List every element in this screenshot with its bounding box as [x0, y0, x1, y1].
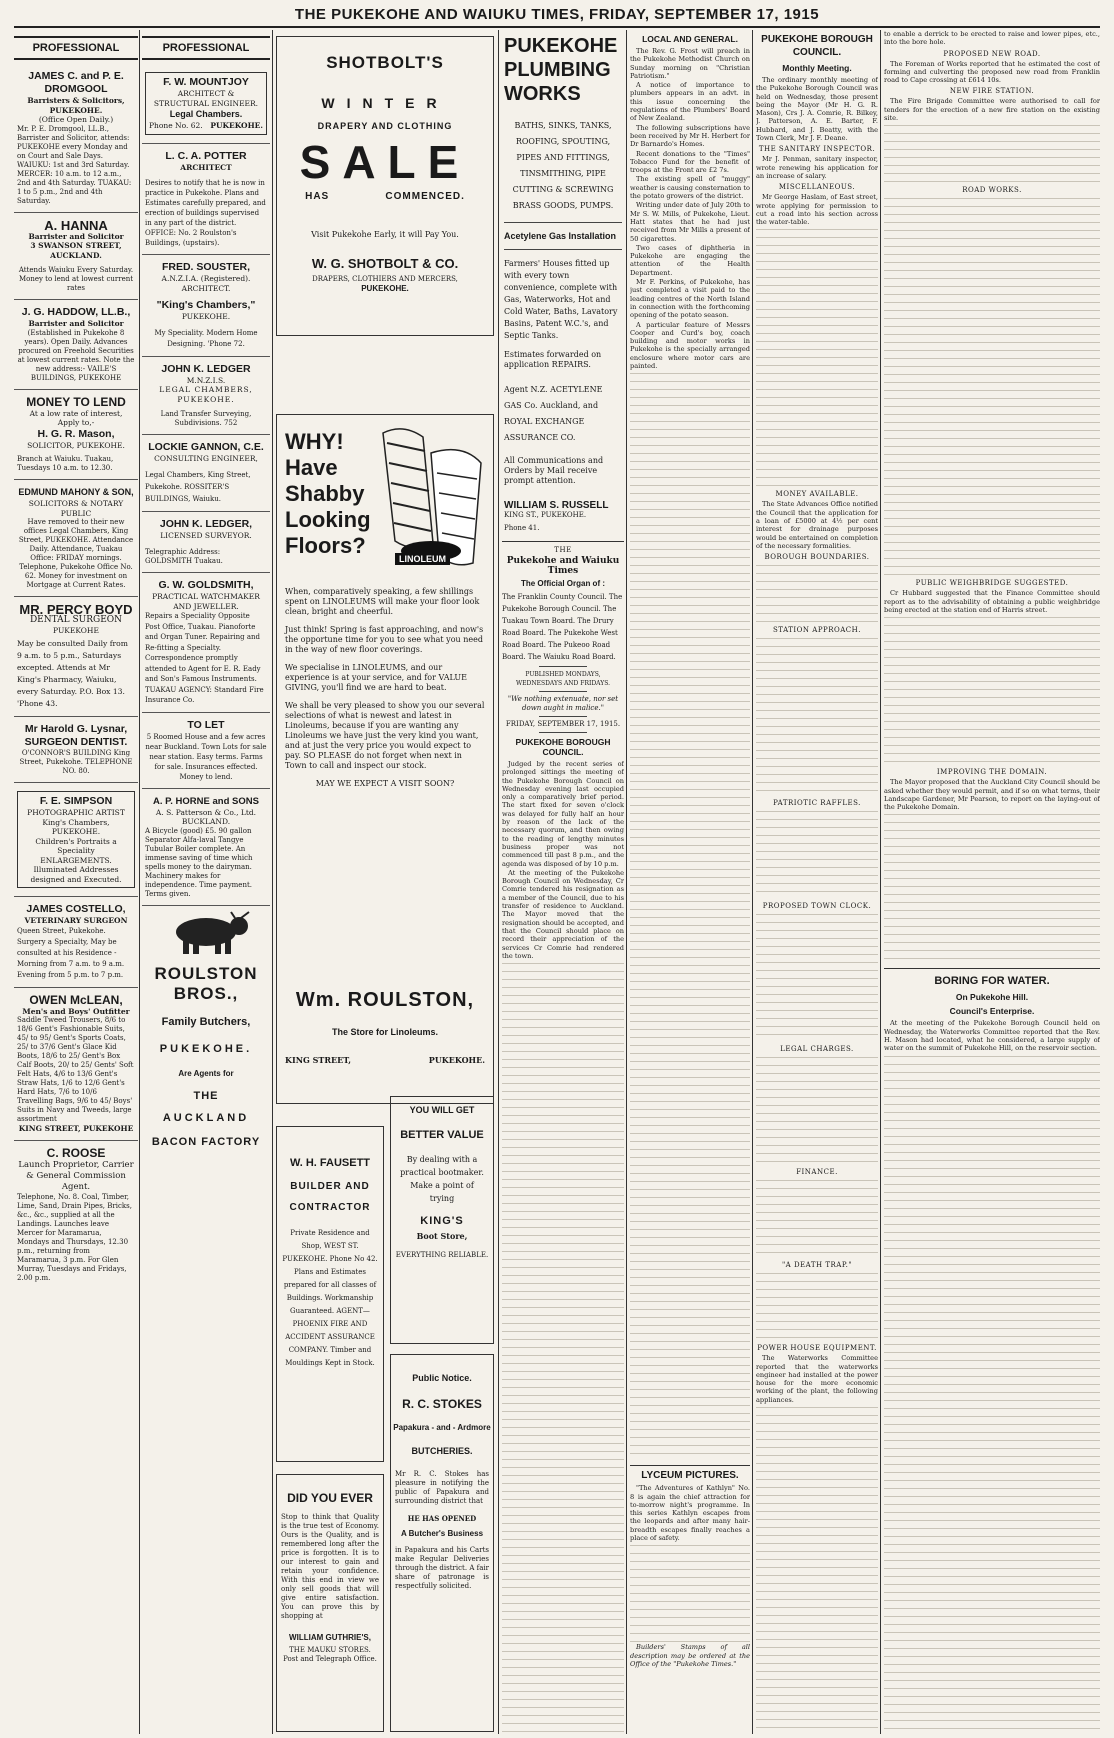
ad-potter — [142, 144, 270, 256]
ad-body: (Established in Pukekohe 8 years). Open Daily. Advances procured on Freehold Securities at lowest current rates. Note the new address:- VAILE'S BUILDINGS, PUKEKOHE — [17, 328, 135, 382]
article-heading: PUKEKOHE BOROUGH COUNCIL. — [761, 34, 873, 58]
ad-title: PLUMBING — [504, 59, 611, 81]
article-subheading: Council's Enterprise. — [949, 1006, 1035, 1017]
ad-agents: Are Agents for — [178, 1068, 234, 1078]
ad-town: PUKEKOHE. — [159, 1042, 253, 1055]
ad-mclean — [14, 988, 138, 1141]
ad-role: SOLICITOR, PUKEKOHE. — [27, 440, 125, 450]
ad-title: WORKS — [504, 83, 581, 105]
ad-auckland: AUCKLAND — [162, 1112, 250, 1124]
ad-body: Children's Portraits a Speciality ENLARGEMENTS. Illuminated Addresses designed and Executed. — [30, 836, 122, 884]
ad-did-you-ever — [276, 1474, 384, 1732]
ad-agent: Agent N.Z. ACETYLENE GAS Co. Auckland, and ROYAL EXCHANGE ASSURANCE CO. — [504, 385, 603, 442]
ad-subtitle: SURGEON DENTIST. — [24, 736, 128, 748]
article-paragraph: Writing under date of July 20th to Mr S. W. Mills, of Pukekohe, Lieut. Hatt states that he had just received from Mr Mills a present of 50 cigarettes. — [630, 201, 750, 243]
column-borough-council — [756, 30, 878, 1734]
ad-title: MONEY TO LEND — [26, 394, 126, 409]
ad-title: OWEN McLEAN, — [29, 992, 123, 1007]
lino-store: The Store for Linoleums. — [331, 1027, 438, 1037]
ad-body: Farmers' Houses fitted up with every town convenience, complete with Gas, Waterworks, Hot and Cold Water, Baths, Lavatory Basins, Patent W.C.'s, and Septic Tanks. — [504, 259, 618, 340]
ad-body: Mr R. C. Stokes has pleasure in notifying the public of Papakura and surrounding district that — [395, 1470, 489, 1505]
ad-tail: in Papakura and his Carts make Regular Deliveries through the district. A fair share of patronage is respectfully solicited. — [395, 1546, 489, 1590]
article-paragraph: The ordinary monthly meeting of the Pukekohe Borough Council was held on Wednesday, those present being the Mayor (Mr H. G. R. Mason), Crs J. A. Comrie, R. Bilkey, J. Patterson, A. E. Barter, F. Hubbard, and J. Beatty, with the Town Clerk, Mr J. F. Deane. — [756, 76, 878, 143]
bull-illustration — [142, 906, 270, 958]
column-rule — [498, 30, 499, 1734]
article-paragraph: The following subscriptions have been received by Mr H. Herbert for Dr Barnardo's Homes. — [630, 123, 750, 149]
article-paragraph: "The Adventures of Kathlyn" No. 8 is again the chief attraction for to-morrow night's programme. In this series Kathlyn escapes from the leopards and after many hair-breadth escapes finally reaches a place of safety. — [630, 1484, 750, 1543]
body-text-lines — [884, 812, 1100, 962]
ad-dromgool — [14, 64, 138, 213]
issue-date: FRIDAY, SEPTEMBER 17, 1915. — [505, 720, 621, 728]
ad-title: Public Notice. — [412, 1373, 472, 1383]
ad-winter: WINTER — [321, 95, 449, 111]
ad-roulston-bros — [142, 958, 270, 1155]
ad-bacon-factory: BACON FACTORY — [151, 1136, 261, 1148]
article-paragraph: The State Advances Office notified the Council that the application for a loan of £5000 at 4½ per cent interest for drainage purposes would be entertained on completion of the necessary formalities. — [756, 500, 878, 550]
lino-shabby: Shabby — [285, 481, 365, 506]
ad-title: C. ROOSE — [46, 1145, 106, 1160]
ad-subtitle: Family Butchers, — [161, 1015, 251, 1028]
article-paragraph: Recent donations to the "Times" Tobacco Fund for the benefit of troops at the Front are £2 7s. — [630, 149, 750, 175]
ad-has: HAS — [305, 191, 330, 202]
column-rule — [139, 30, 140, 1734]
section-subheading: POWER HOUSE EQUIPMENT. — [757, 1344, 877, 1353]
section-subheading: PUBLIC WEIGHBRIDGE SUGGESTED. — [915, 579, 1069, 588]
ad-trade: DRAPERS, CLOTHIERS AND MERCERS, — [312, 275, 458, 283]
body-text-lines — [756, 1271, 878, 1341]
ad-communications: All Communications and Orders by Mail receive prompt attention. — [504, 456, 604, 485]
ad-body: Land Transfer Surveying, Subdivisions. 752 — [160, 410, 252, 427]
section-heading: PROFESSIONAL — [142, 36, 270, 60]
article-subheading: Monthly Meeting. — [782, 63, 852, 73]
article-paragraph: The Waterworks Committee reported that the waterworks engineer had installed at the power house for the more economic working of the plant, the following appliances. — [756, 1354, 878, 1404]
article-paragraph: A particular feature of Messrs Cooper and Curd's boy, coach building and motor works in Pukekohe is the specially arranged enclosure where motor cars are painted. — [630, 320, 750, 370]
ad-subtitle: M.N.Z.I.S. — [186, 375, 226, 385]
ad-estimates: Estimates forwarded on application REPAIRS. — [504, 350, 602, 369]
ad-reliable: EVERYTHING RELIABLE. — [395, 1251, 489, 1259]
ad-mountjoy — [142, 64, 270, 144]
column-local-and-general — [630, 30, 750, 1734]
body-text-lines — [630, 1543, 750, 1643]
ad-simpson — [14, 783, 138, 897]
body-text-lines — [884, 123, 1100, 183]
ad-fausett-builder — [276, 1126, 384, 1462]
ad-firm: W. G. SHOTBOLT & CO. — [311, 256, 459, 271]
ad-tail: Post and Telegraph Office. — [283, 1655, 377, 1663]
body-text-lines — [756, 1405, 878, 1734]
article-paragraph: Mr George Haslam, of East street, wrote applying for permission to cut a road into his section across the water-table. — [756, 193, 878, 227]
lino-street: KING STREET, — [285, 1055, 352, 1065]
ad-souster — [142, 255, 270, 357]
motto: "We nothing extenuate, nor set down aught in malice." — [507, 695, 619, 712]
article-heading: BORING FOR WATER. — [934, 975, 1050, 988]
body-text-lines — [756, 227, 878, 487]
ad-body: Repairs a Speciality Opposite Post Office, Tuakau. Pianoforte and Organ Tuner. Repairing and Re-fitting a Specialty. Correspondence promptly attended to Agent for E. R. Eady and Son's Famous Instruments. TUAKAU AGENCY: Standard Fire Insurance Co. — [145, 612, 264, 704]
ad-location: LEGAL CHAMBERS, PUKEKOHE. — [159, 385, 253, 404]
article-heading: PUKEKOHE BOROUGH COUNCIL. — [515, 737, 611, 757]
column-display-ads — [276, 30, 496, 1734]
article-paragraph: Builders' Stamps of all description may be ordered at the Office of the "Pukekohe Times." — [630, 1643, 750, 1668]
ad-subtitle: Men's and Boys' Outfitter — [22, 1006, 130, 1016]
section-heading: PROFESSIONAL — [14, 36, 138, 60]
official-organ-list: The Franklin County Council. The Pukekohe Borough Council. The Tuakau Town Board. The Drury Road Board. The Pukekohe West Road Board. The Pukeoo Road Board. The Waiuku Road Board. — [502, 593, 623, 661]
body-text-lines — [756, 1055, 878, 1165]
masthead: THE PUKEKOHE AND WAIUKU TIMES, FRIDAY, SEPTEMBER 17, 1915 — [14, 4, 1100, 28]
section-subheading: MONEY AVAILABLE. — [775, 490, 859, 499]
ad-subtitle: BETTER VALUE — [400, 1129, 484, 1141]
paper-the: THE — [554, 546, 572, 554]
ad-location: Legal Chambers. — [169, 109, 243, 119]
article-heading: LOCAL AND GENERAL. — [642, 34, 738, 44]
ad-phone: Phone 41. — [504, 524, 540, 532]
section-subheading: ROAD WORKS. — [962, 186, 1022, 195]
lino-why: WHY! — [285, 429, 344, 454]
ad-body: Telephone, No. 8. Coal, Timber, Lime, Sand, Drain Pipes, Bricks, &c., &c., supplied at all the Landings. Launches leave Mercer for Maramarua, Mondays and Thursdays, 12.30 p.m., returning from Maramarua, 3 p.m. For Glen Murray, Tuesdays and Fridays, 2.00 p.m. — [17, 1192, 132, 1282]
ad-body: Telegraphic Address: GOLDSMITH Tuakau. — [145, 548, 223, 565]
ad-body: My Speciality. Modern Home Designing. 'Phone 72. — [154, 328, 258, 348]
ad-title: YOU WILL GET — [409, 1105, 475, 1115]
ad-acetylene: Acetylene Gas Installation — [504, 231, 617, 241]
section-subheading: FINANCE. — [796, 1168, 838, 1177]
body-text-lines — [884, 1054, 1100, 1734]
ad-subtitle: LICENSED SURVEYOR. — [160, 530, 252, 540]
ad-firm: WILLIAM GUTHRIE'S, — [289, 1633, 371, 1642]
ad-title: JAMES C. and P. E. DROMGOOL — [28, 70, 124, 95]
ad-body: May be consulted Daily from 9 a.m. to 5 p.m., Saturdays excepted. Attends at Mr King's Pharmacy, Waiuku, every Saturday. P.O. Box 13. 'Phone 43. — [17, 639, 128, 708]
publication-days: PUBLISHED MONDAYS, WEDNESDAYS AND FRIDAYS. — [516, 671, 610, 687]
section-subheading: PROPOSED TOWN CLOCK. — [762, 902, 872, 911]
lino-closing: MAY WE EXPECT A VISIT SOON? — [315, 779, 455, 788]
ad-title: FRED. SOUSTER, — [161, 261, 251, 273]
ad-title: EDMUND MAHONY & SON, — [18, 487, 134, 497]
ad-the: THE — [193, 1090, 219, 1102]
ad-title: A. HANNA — [44, 217, 108, 233]
ad-subtitle: A.N.Z.I.A. (Registered). ARCHITECT. — [161, 274, 251, 293]
ad-title: JAMES COSTELLO, — [26, 903, 126, 915]
lino-have: Have — [285, 455, 338, 480]
ad-body: Attends Waiuku Every Saturday. Money to lend at lowest current rates — [18, 266, 134, 292]
ad-ledger-2 — [142, 512, 270, 574]
ad-trades: BATHS, SINKS, TANKS, ROOFING, SPOUTING, PIPES AND FITTINGS, TINSMITHING, PIPE CUTTING & SCREWING BRASS GOODS, PUMPS. — [512, 121, 614, 210]
ad-title: ROULSTON BROS., — [154, 963, 258, 1003]
ad-phone: Phone No. 62. — [149, 121, 203, 130]
ad-subtitle: CONSULTING ENGINEER, — [154, 454, 258, 463]
lino-looking: Looking — [285, 507, 371, 532]
ad-subtitle: ARCHITECT — [180, 162, 232, 172]
ad-subtitle: CONTRACTOR — [289, 1202, 371, 1213]
article-paragraph: The Fire Brigade Committee were authorised to call for tenders for the erection of a new fire station on the existing site. — [884, 97, 1100, 123]
ad-title: DID YOU EVER — [287, 1491, 373, 1505]
ad-name: H. G. R. Mason, — [37, 427, 115, 440]
ad-haddow — [14, 300, 138, 390]
ad-lockie-gannon — [142, 435, 270, 512]
body-text-lines — [756, 1178, 878, 1258]
ad-town: PUKEKOHE. — [181, 312, 231, 321]
ad-subtitle: Papakura - and - Ardmore — [393, 1423, 491, 1432]
column-professional-2 — [142, 30, 270, 1734]
ad-drapery: DRAPERY AND CLOTHING — [317, 121, 453, 131]
ad-body: Stop to think that Quality is the true test of Economy. Ours is the Quality, and is remembered long after the price is forgotten. It is to our interest to gain and retain your confidence. With this end in view we only sell goods that will give entire satisfaction. You can prove this by shopping at — [281, 1513, 379, 1620]
ad-body: Desires to notify that he is now in practice in Pukekohe. Plans and Estimates carefully prepared, and erection of buildings supervised in any part of the district. OFFICE: No. 2 Roulston's Buildings, (upstairs). — [145, 179, 266, 247]
ad-subtitle: BUILDER AND — [290, 1181, 370, 1192]
lino-firm: Wm. ROULSTON, — [295, 989, 475, 1011]
ad-subtitle: VETERINARY SURGEON — [24, 916, 128, 925]
ad-proprietor: WILLIAM S. RUSSELL — [504, 500, 609, 511]
ad-costello — [14, 897, 138, 988]
ad-kings: KING'S — [420, 1215, 464, 1227]
column-rule — [272, 30, 273, 1734]
article-paragraph: Mr F. Perkins, of Pukekohe, has just completed a visit paid to the leading centres of the North Island in connection with the forthcoming opening of the potato season. — [630, 278, 750, 320]
ad-title: TO LET — [187, 718, 225, 731]
ad-chambers: "King's Chambers," — [156, 299, 256, 311]
section-subheading: "A DEATH TRAP." — [781, 1261, 853, 1270]
article-paragraph: The existing spell of "muggy" weather is causing consternation to the potato growers of the district. — [630, 175, 750, 201]
ad-subtitle: Barrister and Solicitor — [28, 231, 124, 241]
ad-title: J. G. HADDOW, LL.B., — [21, 306, 131, 318]
article-paragraph: The Foreman of Works reported that he estimated the cost of forming and culverting the proposed new road from Franklin road to Cape crossing at £614 10s. — [884, 59, 1100, 85]
section-subheading: STATION APPROACH. — [772, 626, 861, 635]
article-paragraph: The Rev. G. Frost will preach in the Pukekohe Methodist Church on Sunday morning on "Christian Patriotism." — [630, 47, 750, 80]
ad-roulston-linoleum — [276, 414, 494, 1104]
column-council-continued — [884, 30, 1100, 1734]
ad-body: Saddle Tweed Trousers, 8/6 to 18/6 Gent's Fashionable Suits, 45/ to 95/ Gent's Sports Coats, 25/ to 37/6 Gent's Glace Kid Boots, 18/6 to 25/ Gent's Box Calf Boots, 20/ to 25/ Gents' Soft Felt Hats, 4/6 to 13/6 Gent's Straw Hats, 1/6 to 12/6 Gent's Hard Hats, 7/6 to 10/6 Travelling Bags, 9/6 to 45/ Boys' Suits in Navy and Tweeds, large assortment — [17, 1016, 134, 1123]
linoleum-label: LINOLEUM — [395, 553, 450, 565]
column-professional-1 — [14, 30, 138, 1734]
ad-sale: SALE — [299, 136, 471, 188]
ad-address: KING ST., PUKEKOHE. — [504, 511, 587, 519]
ad-title: A. P. HORNE and SONS — [153, 795, 259, 807]
article-paragraph: At the meeting of the Pukekohe Borough Council held on Wednesday, the Waterworks Committee reported that the Rev. H. Mason had located, what he considered, a large supply of water on the summit of Pukekohe Hill, on the reservoir section. — [884, 1019, 1100, 1053]
article-paragraph: Two cases of diphtheria in Pukekohe are engaging the attention of the Health Department. — [630, 243, 750, 277]
body-text-lines — [756, 563, 878, 623]
body-text-lines — [502, 961, 624, 1734]
ad-subtitle: PHOTOGRAPHIC ARTIST King's Chambers, PUKEKOHE. — [27, 808, 125, 836]
linoleum-roll-illustration — [373, 423, 491, 571]
body-text-lines — [884, 196, 1100, 576]
ad-subtitle: PRACTICAL WATCHMAKER AND JEWELLER. — [152, 592, 260, 611]
article-paragraph: Mr J. Penman, sanitary inspector, wrote renewing his application for an increase of salary. — [756, 155, 878, 180]
column-rule — [626, 30, 627, 1734]
body-text-lines — [630, 371, 750, 1461]
section-subheading: IMPROVING THE DOMAIN. — [936, 768, 1048, 777]
section-subheading: BOROUGH BOUNDARIES. — [764, 553, 870, 562]
ad-title: L. C. A. POTTER — [165, 149, 247, 162]
ad-title: SHOTBOLT'S — [326, 53, 444, 72]
lino-town: PUKEKOHE. — [428, 1055, 485, 1065]
article-paragraph: to enable a derrick to be erected to raise and lower pipes, etc., into the bore hole. — [884, 30, 1100, 47]
ad-subtitle: SOLICITORS & NOTARY PUBLIC — [28, 499, 124, 518]
section-subheading: NEW FIRE STATION. — [949, 87, 1035, 96]
lino-paragraph: When, comparatively speaking, a few shillings spent on LINOLEUMS will make your floor look clean, bright and cheerful. — [285, 587, 480, 616]
section-subheading: MISCELLANEOUS. — [778, 183, 856, 192]
ad-roose — [14, 1141, 138, 1289]
body-text-lines — [884, 615, 1100, 765]
ad-title: JOHN K. LEDGER, — [159, 517, 253, 530]
body-text-lines — [756, 636, 878, 796]
ad-store: THE MAUKU STORES. — [289, 1646, 371, 1654]
ad-shotbolt-sale — [276, 36, 494, 336]
ad-business: A Butcher's Business — [400, 1529, 484, 1538]
paper-name: Pukekohe and Waiuku Times — [506, 556, 620, 576]
ad-address: 3 SWANSON STREET, AUCKLAND. — [30, 241, 122, 260]
ad-horne — [142, 789, 270, 906]
article-paragraph: Cr Hubbard suggested that the Finance Committee should report as to the advisability of obtaining a public weighbridge being erected at the station end of Harris street. — [884, 589, 1100, 614]
lino-paragraph: We shall be very pleased to show you our several selections of what is newest and latest in Linoleums, because if you are wanting any Linoleums we have just the very kind you want, and at just the very price you would expect to pay. SO PLEASE do not forget when next in Town to call and inspect our stock. — [285, 701, 485, 770]
ad-subtitle: ARCHITECT & STRUCTURAL ENGINEER. — [153, 89, 259, 108]
ad-title: JOHN K. LEDGER — [161, 362, 251, 375]
ad-boot-store: Boot Store, — [416, 1231, 468, 1241]
section-subheading: PATRIOTIC RAFFLES. — [773, 799, 861, 808]
ad-subtitle: Launch Proprietor, Carrier & General Commission Agent. — [18, 1159, 134, 1192]
ad-place: PUKEKOHE — [53, 625, 99, 635]
section-subheading: PROPOSED NEW ROAD. — [943, 49, 1041, 58]
lino-floors: Floors? — [285, 533, 366, 558]
column-rule — [880, 30, 881, 1734]
ad-commenced: COMMENCED. — [385, 191, 465, 202]
section-subheading: THE SANITARY INSPECTOR. — [758, 145, 876, 154]
article-subheading: On Pukekohe Hill. — [955, 992, 1029, 1003]
ad-visit: Visit Pukekohe Early, it will Pay You. — [311, 230, 459, 239]
ad-town: PUKEKOHE. — [210, 121, 263, 130]
ad-subtitle: Barristers & Solicitors, PUKEKOHE. — [27, 96, 125, 115]
ad-ledger-1 — [142, 357, 270, 436]
ad-lysnar — [14, 717, 138, 783]
ad-body: Branch at Waiuku. Tuakau, Tuesdays 10 a.m. to 12.30. — [17, 455, 114, 472]
article-paragraph: The Mayor proposed that the Auckland City Council should be asked whether they would permit, and if so on what terms, their Landscape Gardener, Mr Pearson, to report on the laying-out of the Pukekohe Domain. — [884, 778, 1100, 812]
ad-butcheries: BUTCHERIES. — [411, 1446, 473, 1456]
ad-name: R. C. STOKES — [402, 1397, 482, 1411]
ad-body: A Bicycle (good) £5. 90 gallon Separator Alfa-laval Tangye Tubular Boiler complete. An immense saving of time which spells money to the dairyman. Machinery makes for independence. Time payment. Terms given. — [145, 826, 253, 898]
ad-subtitle: Barrister and Solicitor — [28, 319, 124, 328]
ad-note: (Office Open Daily.) — [38, 115, 114, 124]
article-heading: LYCEUM PICTURES. — [641, 1470, 739, 1482]
body-text-lines — [756, 809, 878, 899]
body-text-lines — [756, 912, 878, 1042]
ad-note: Apply to,- — [57, 418, 95, 427]
ad-title: W. H. FAUSETT — [289, 1157, 371, 1169]
ad-title: F. W. MOUNTJOY — [163, 76, 249, 88]
ad-title: MR. PERCY BOYD — [19, 602, 133, 617]
ad-money-to-lend — [14, 390, 138, 481]
official-organ: The Official Organ of : — [520, 579, 605, 588]
article-paragraph: Judged by the recent series of prolonged sittings the meeting of the Pukekohe Borough Council on Wednesday evening last occupied only a comparatively brief period. The start fixed for seven o'clock was delayed for fully half an hour by reason of the lack of the necessary quorum, and then owing to the reading of lengthy minutes business proper was not commenced till past 8 p.m., and the agenda was disposed of by 10 p.m. — [502, 760, 624, 868]
ad-subtitle: DENTAL SURGEON — [29, 615, 123, 625]
ad-percy-boyd — [14, 597, 138, 717]
ad-stokes-notice — [390, 1354, 494, 1732]
ad-body: Legal Chambers, King Street, Pukekohe. ROSSITER'S BUILDINGS, Waiuku. — [145, 470, 251, 503]
lino-paragraph: We specialise in LINOLEUMS, and our experience is at your service, and for VALUE GIVING, you'll find we are hard to beat. — [285, 663, 467, 692]
ad-title: Mr Harold G. Lysnar, — [24, 723, 128, 735]
article-paragraph: At the meeting of the Pukekohe Borough Council on Wednesday, Cr Comrie tendered his resignation as a member of the Council, due to his transfer of residence to Auckland. The Mayor moved that the resignation should be accepted, and that the Council should place on record their appreciation of the services Cr Comrie had rendered the town. — [502, 868, 624, 960]
ad-body: Private Residence and Shop, WEST ST. PUKEKOHE. Phone No 42. Plans and Estimates prepared for all classes of Buildings. Workmanship Guaranteed. AGENT—PHOENIX FIRE AND ACCIDENT ASSURANCE COMPANY. Timber and Mouldings Kept in Stock. — [282, 1229, 378, 1367]
ad-body: Mr. P. E. Dromgool, LL.B., Barrister and Solicitor, attends: PUKEKOHE every Monday and on Court and Sale Days. WAIUKU: 1st and 3rd Saturday. MERCER: 10 a.m. to 12 a.m., 2nd and 4th Saturday. TUAKAU: 1 to 5 p.m., 2nd and 4th Saturday. — [17, 124, 132, 205]
ad-body: 5 Roomed House and a few acres near Buckland. Town Lots for sale near station. Easy terms. Farms for sale. Insurances effected. Money to lend. — [145, 732, 267, 781]
ad-goldsmith — [142, 573, 270, 713]
ad-opened: HE HAS OPENED — [407, 1514, 477, 1523]
section-subheading: LEGAL CHARGES. — [780, 1045, 854, 1054]
bull-icon — [161, 908, 251, 956]
ad-address: KING STREET, PUKEKOHE — [18, 1124, 134, 1133]
ad-mahony — [14, 480, 138, 597]
ad-hanna — [14, 213, 138, 301]
column-plumbing-and-masthead — [502, 30, 624, 1734]
ad-plumbing-works — [502, 30, 624, 537]
ad-body: O'CONNOR'S BUILDING King Street, Pukekohe. TELEPHONE NO. 80. — [19, 749, 133, 775]
ad-title: PUKEKOHE — [504, 35, 618, 57]
ad-body: Queen Street, Pukekohe. Surgery a Specialty, May be consulted at his Residence - Morning from 7 a.m. to 9 a.m. Evening from 5 p.m. to 7 p.m. — [17, 926, 125, 979]
ad-subtitle: A. S. Patterson & Co., Ltd. BUCKLAND. — [155, 807, 257, 826]
column-rule — [752, 30, 753, 1734]
lino-paragraph: Just think! Spring is fast approaching, and now's the opportune time for you to see what you need in the way of new floor coverings. — [285, 625, 484, 654]
ad-kings-boot-store — [390, 1096, 494, 1344]
ad-title: G. W. GOLDSMITH, — [158, 579, 254, 591]
article-paragraph: A notice of importance to plumbers appears in an advt. in this issue concerning the regulations of the Plumbers' Board of New Zealand. — [630, 81, 750, 123]
ad-town: PUKEKOHE. — [361, 284, 409, 293]
ad-subtitle: At a low rate of interest, — [29, 408, 123, 418]
ad-title: F. E. SIMPSON — [39, 795, 113, 807]
ad-body: By dealing with a practical bootmaker. Make a point of trying — [400, 1155, 484, 1203]
ad-body: Have removed to their new offices Legal Chambers, King Street, PUKEKOHE. Attendance Daily. Attendance, Tuakau Office: FRIDAY mornings. Telephone, Pukekohe Office No. 62. Money for investment on Mortgage at Current Rates. — [18, 518, 134, 589]
ad-title: LOCKIE GANNON, C.E. — [148, 441, 264, 453]
ad-to-let — [142, 713, 270, 789]
